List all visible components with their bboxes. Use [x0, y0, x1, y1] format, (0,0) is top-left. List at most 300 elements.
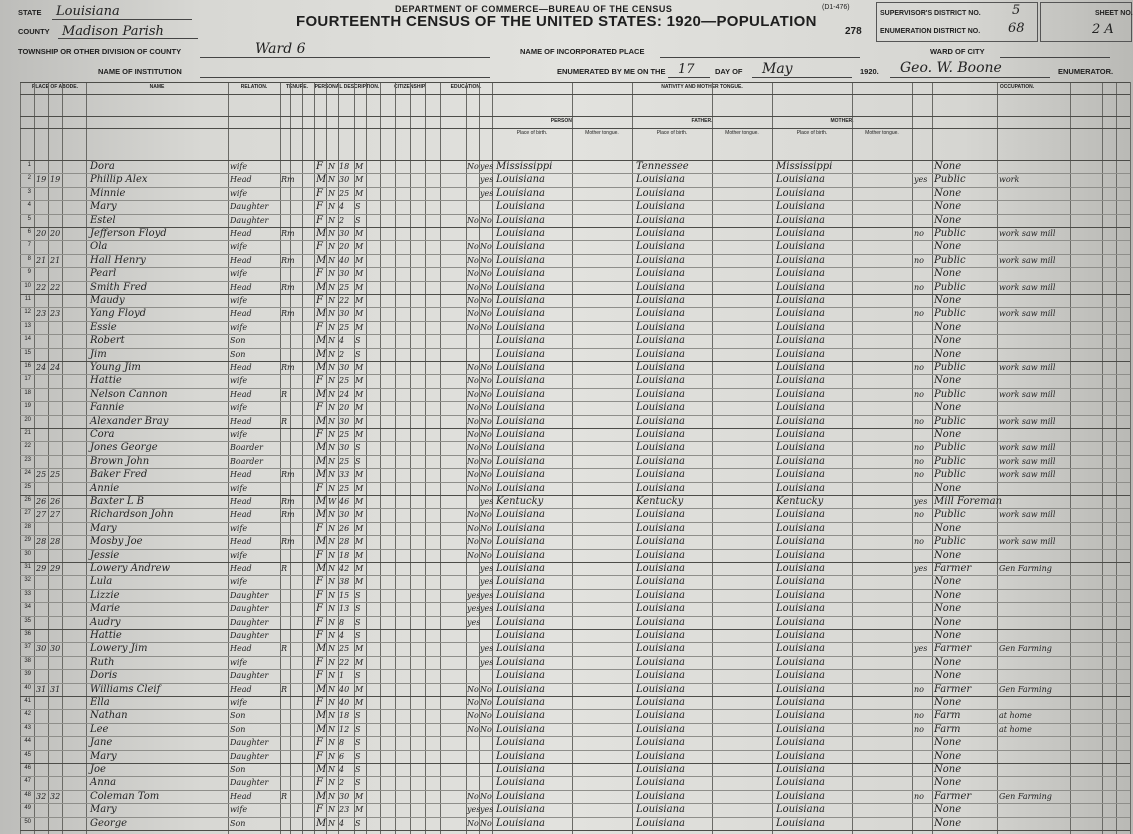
cell-eng: no — [914, 255, 924, 265]
cell-sch: No — [467, 162, 479, 171]
row-number: 14 — [24, 336, 31, 343]
cell-pob: Louisiana — [496, 442, 545, 454]
cell-name: Phillip Alex — [90, 174, 148, 186]
cell-sch: No — [467, 416, 479, 426]
cell-rd: No — [480, 403, 492, 413]
cell-rd: No — [480, 269, 492, 279]
group-citizenship: CITIZENSHIP. — [394, 84, 426, 90]
cell-age: 30 — [339, 510, 350, 520]
cell-ms: M — [355, 322, 364, 332]
cell-occ: Farmer — [934, 563, 972, 574]
cell-age: 4 — [339, 336, 345, 346]
cell-sch: No — [467, 403, 479, 413]
group-education: EDUCATION. — [450, 84, 482, 90]
cell-eng: yes — [914, 175, 928, 185]
cell-ms: M — [355, 363, 364, 372]
cell-ind: work saw mill — [999, 282, 1056, 292]
table-row — [20, 696, 1130, 709]
table-row — [20, 803, 1130, 816]
cell-pob: Louisiana — [496, 683, 545, 695]
cell-occ: None — [934, 697, 962, 708]
cell-fpob: Louisiana — [636, 683, 685, 695]
cell-fam: 22 — [50, 282, 61, 292]
table-row — [20, 173, 1130, 186]
cell-mpob: Louisiana — [776, 442, 825, 454]
row-number: 38 — [24, 657, 31, 664]
cell-rel: wife — [230, 322, 248, 332]
cell-age: 42 — [339, 564, 350, 573]
row-number: 4 — [27, 202, 31, 209]
table-row — [20, 535, 1130, 548]
cell-occ: None — [934, 549, 962, 561]
cell-sex: M — [316, 723, 327, 735]
cell-ind: work saw mill — [999, 537, 1056, 547]
table-row — [20, 334, 1130, 347]
table-row — [20, 281, 1130, 294]
table-row — [20, 642, 1130, 655]
cell-name: Baker Fred — [90, 469, 148, 481]
cell-race: N — [328, 430, 335, 439]
cell-name: Audry — [90, 616, 121, 628]
cell-ms: M — [355, 657, 364, 667]
cell-fpob: Louisiana — [636, 174, 685, 186]
cell-fpob: Louisiana — [636, 281, 685, 293]
cell-rd: yes — [480, 805, 494, 815]
cell-sex: F — [316, 697, 323, 708]
cell-fpob: Louisiana — [636, 563, 685, 574]
cell-age: 6 — [339, 751, 345, 761]
cell-occ: None — [934, 268, 962, 280]
cell-pob: Louisiana — [496, 764, 545, 775]
cell-rel: wife — [230, 805, 248, 815]
cell-sex: M — [316, 563, 327, 574]
cell-fpob: Louisiana — [636, 442, 685, 454]
cell-own: Rm — [281, 470, 295, 480]
cell-eng: yes — [914, 644, 928, 654]
cell-fam: 24 — [50, 363, 61, 372]
cell-occ: None — [934, 656, 962, 668]
cell-own: Rm — [281, 282, 295, 292]
cell-age: 30 — [339, 229, 350, 238]
cell-occ: None — [934, 817, 962, 829]
cell-mpob: Louisiana — [776, 295, 825, 306]
row-number: 36 — [24, 631, 31, 637]
department-heading: DEPARTMENT OF COMMERCE—BUREAU OF THE CENSUS — [395, 4, 673, 14]
cell-rd: No — [480, 242, 492, 252]
row-number: 24 — [24, 470, 31, 477]
cell-sex: F — [316, 268, 323, 280]
cell-race: N — [328, 322, 335, 332]
row-number: 17 — [24, 376, 31, 383]
cell-rel: Head — [230, 229, 252, 238]
cell-name: Lizzie — [90, 589, 120, 601]
cell-age: 25 — [339, 456, 350, 466]
person-place-of-birth-header: Place of birth. — [516, 130, 548, 136]
cell-race: N — [328, 684, 335, 694]
cell-pob: Louisiana — [496, 670, 545, 682]
cell-dw: 21 — [36, 255, 47, 265]
cell-sch: No — [467, 322, 479, 332]
cell-fpob: Louisiana — [636, 402, 685, 414]
cell-occ: Public — [934, 442, 966, 454]
enumerator-label: ENUMERATOR. — [1058, 67, 1114, 76]
cell-eng: no — [914, 363, 924, 372]
cell-ms: M — [355, 791, 364, 801]
cell-age: 24 — [339, 389, 350, 399]
cell-own: R — [281, 791, 288, 801]
cell-age: 22 — [339, 657, 350, 667]
cell-rel: wife — [230, 376, 248, 386]
cell-fpob: Louisiana — [636, 321, 685, 333]
table-row — [20, 187, 1130, 200]
enumeration-district-value: 68 — [1008, 21, 1025, 36]
cell-fpob: Louisiana — [636, 187, 685, 199]
cell-ind: work saw mill — [999, 255, 1056, 265]
institution-label: NAME OF INSTITUTION — [98, 67, 182, 76]
cell-occ: Public — [934, 469, 966, 481]
cell-rd: No — [480, 550, 492, 560]
row-number: 22 — [24, 443, 31, 450]
cell-own: Rm — [281, 175, 295, 185]
cell-rel: Daughter — [230, 738, 269, 748]
cell-own: Rm — [281, 363, 295, 372]
cell-ind: work saw mill — [999, 416, 1056, 426]
cell-name: Yang Floyd — [90, 308, 147, 320]
cell-fpob: Louisiana — [636, 362, 685, 373]
cell-eng: yes — [914, 564, 928, 573]
cell-race: N — [328, 309, 335, 319]
cell-occ: None — [934, 630, 962, 641]
cell-pob: Louisiana — [496, 563, 545, 574]
cell-rd: yes — [480, 644, 494, 654]
cell-rel: wife — [230, 657, 248, 667]
cell-ms: S — [355, 202, 361, 212]
cell-pob: Louisiana — [496, 214, 545, 226]
cell-race: N — [328, 698, 335, 707]
cell-ms: M — [355, 550, 364, 560]
cell-rel: Boarder — [230, 456, 263, 466]
cell-own: Rm — [281, 537, 295, 547]
cell-rd: No — [480, 724, 492, 734]
cell-fpob: Louisiana — [636, 643, 685, 655]
cell-name: Mary — [90, 804, 117, 816]
cell-race: N — [328, 296, 335, 305]
row-rule — [20, 830, 1130, 831]
cell-occ: Public — [934, 509, 966, 521]
table-row — [20, 508, 1130, 521]
cell-ms: S — [355, 215, 361, 225]
cell-own: R — [281, 389, 288, 399]
cell-eng: no — [914, 309, 924, 319]
cell-occ: None — [934, 241, 962, 253]
cell-ms: M — [355, 684, 364, 694]
cell-mpob: Louisiana — [776, 616, 825, 628]
cell-mpob: Louisiana — [776, 375, 825, 387]
row-number: 3 — [27, 188, 31, 195]
cell-pob: Louisiana — [496, 643, 545, 655]
cell-age: 40 — [339, 255, 350, 265]
row-number: 28 — [24, 523, 31, 530]
cell-race: N — [328, 617, 335, 627]
cell-rel: Daughter — [230, 631, 269, 640]
cell-race: N — [328, 818, 335, 828]
row-number: 5 — [27, 215, 31, 222]
cell-race: N — [328, 416, 335, 426]
cell-sex: M — [316, 442, 327, 454]
cell-dw: 22 — [36, 282, 47, 292]
cell-sex: F — [316, 777, 323, 789]
cell-sch: No — [467, 550, 479, 560]
table-row — [20, 656, 1130, 669]
cell-sch: yes — [467, 590, 481, 600]
cell-rel: Head — [230, 564, 252, 573]
cell-ind: work saw mill — [999, 389, 1056, 399]
cell-rd: No — [480, 215, 492, 225]
cell-age: 30 — [339, 416, 350, 426]
cell-own: Rm — [281, 497, 295, 506]
group-place-of-abode: PLACE OF ABODE. — [32, 84, 78, 90]
row-number: 27 — [24, 510, 31, 517]
cell-name: Nathan — [90, 710, 128, 722]
cell-dw: 20 — [36, 229, 47, 238]
cell-ind: work saw mill — [999, 470, 1056, 480]
cell-dw: 31 — [36, 684, 47, 694]
cell-ms: M — [355, 309, 364, 319]
cell-occ: Farm — [934, 723, 961, 735]
cell-ms: M — [355, 376, 364, 386]
cell-name: Estel — [90, 214, 116, 226]
cell-pob: Louisiana — [496, 295, 545, 306]
row-number: 10 — [24, 282, 31, 289]
row-number: 41 — [24, 698, 31, 704]
cell-rd: No — [480, 470, 492, 480]
cell-pob: Louisiana — [496, 790, 545, 802]
cell-rd: No — [480, 483, 492, 493]
cell-fpob: Louisiana — [636, 710, 685, 722]
cell-mpob: Louisiana — [776, 576, 825, 588]
cell-name: Doris — [90, 670, 118, 682]
cell-race: N — [328, 389, 335, 399]
cell-occ: None — [934, 335, 962, 347]
group-person: PERSON. — [550, 118, 574, 124]
cell-rel: wife — [230, 483, 248, 493]
cell-mpob: Louisiana — [776, 455, 825, 467]
cell-occ: Mill Foreman — [934, 496, 1003, 507]
cell-pob: Louisiana — [496, 455, 545, 467]
cell-age: 8 — [339, 617, 345, 627]
cell-mpob: Louisiana — [776, 509, 825, 521]
table-row — [20, 562, 1130, 575]
cell-name: Annie — [90, 482, 120, 494]
form-code: (D1-476) — [822, 4, 850, 11]
row-number: 9 — [27, 269, 31, 276]
group-father: FATHER. — [691, 118, 713, 124]
cell-mpob: Louisiana — [776, 697, 825, 708]
row-number: 30 — [24, 550, 31, 557]
cell-sch: No — [467, 791, 479, 801]
cell-ind: Gen Farming — [999, 564, 1052, 573]
table-row — [20, 589, 1130, 602]
cell-fpob: Louisiana — [636, 737, 685, 749]
table-row — [20, 482, 1130, 495]
cell-fpob: Louisiana — [636, 201, 685, 213]
cell-sex: M — [316, 281, 327, 293]
cell-age: 25 — [339, 644, 350, 654]
cell-pob: Louisiana — [496, 415, 545, 427]
cell-race: N — [328, 336, 335, 346]
table-row — [20, 683, 1130, 696]
cell-sch: No — [467, 389, 479, 399]
cell-pob: Louisiana — [496, 630, 545, 641]
cell-fpob: Louisiana — [636, 429, 685, 440]
cell-occ: None — [934, 764, 962, 775]
cell-ind: work saw mill — [999, 510, 1056, 520]
cell-race: N — [328, 242, 335, 252]
cell-sch: yes — [467, 604, 481, 614]
cell-pob: Louisiana — [496, 656, 545, 668]
cell-pob: Louisiana — [496, 777, 545, 789]
state-value: Louisiana — [56, 4, 120, 19]
cell-sex: M — [316, 817, 327, 829]
cell-rel: wife — [230, 162, 248, 171]
cell-occ: Public — [934, 415, 966, 427]
table-row — [20, 602, 1130, 615]
cell-mpob: Louisiana — [776, 362, 825, 373]
cell-name: Williams Cleif — [90, 683, 161, 695]
cell-ms: M — [355, 577, 364, 587]
cell-sch: yes — [467, 805, 481, 815]
cell-race: N — [328, 644, 335, 654]
cell-sch: No — [467, 711, 479, 721]
cell-occ: None — [934, 429, 962, 440]
cell-dw: 27 — [36, 510, 47, 520]
row-number: 50 — [24, 818, 31, 825]
cell-pob: Mississippi — [496, 161, 553, 172]
enumerated-by-label: ENUMERATED BY ME ON THE — [557, 67, 666, 76]
table-row — [20, 214, 1130, 227]
cell-age: 2 — [339, 349, 345, 359]
cell-occ: Public — [934, 455, 966, 467]
cell-fpob: Louisiana — [636, 817, 685, 829]
cell-sex: F — [316, 161, 323, 172]
row-number: 20 — [24, 416, 31, 423]
cell-pob: Louisiana — [496, 429, 545, 440]
cell-sch: No — [467, 282, 479, 292]
row-number: 21 — [24, 430, 31, 436]
cell-pob: Louisiana — [496, 710, 545, 722]
cell-name: Baxter L B — [90, 496, 145, 507]
cell-ms: M — [355, 470, 364, 480]
cell-rel: Head — [230, 309, 252, 319]
row-number: 34 — [24, 604, 31, 611]
cell-mpob: Louisiana — [776, 804, 825, 816]
cell-name: Brown John — [90, 455, 150, 467]
cell-occ: Public — [934, 228, 966, 239]
table-row — [20, 455, 1130, 468]
cell-rel: Son — [230, 349, 246, 359]
cell-dw: 19 — [36, 175, 47, 185]
cell-name: Essie — [90, 321, 117, 333]
group-personal: PERSONAL DESCRIPTION. — [314, 84, 380, 90]
cell-race: N — [328, 202, 335, 212]
cell-own: R — [281, 416, 288, 426]
cell-age: 25 — [339, 188, 350, 198]
cell-sex: M — [316, 415, 327, 427]
cell-rel: wife — [230, 430, 248, 439]
cell-occ: None — [934, 161, 962, 172]
header-rule — [20, 82, 1130, 83]
cell-sex: M — [316, 683, 327, 695]
row-number: 43 — [24, 724, 31, 731]
cell-ms: S — [355, 590, 361, 600]
cell-age: 18 — [339, 711, 350, 721]
cell-fpob: Louisiana — [636, 549, 685, 561]
enumeration-month: May — [762, 61, 793, 77]
table-row — [20, 294, 1130, 307]
cell-rel: Son — [230, 818, 246, 828]
cell-occ: None — [934, 214, 962, 226]
cell-eng: no — [914, 416, 924, 426]
cell-ind: work saw mill — [999, 443, 1056, 453]
cell-name: Pearl — [90, 268, 117, 280]
cell-name: Jessie — [90, 549, 120, 561]
cell-race: N — [328, 590, 335, 600]
table-row — [20, 709, 1130, 722]
cell-ind: work saw mill — [999, 363, 1056, 372]
cell-race: N — [328, 403, 335, 413]
cell-ind: work saw mill — [999, 309, 1056, 319]
cell-sex: M — [316, 496, 327, 507]
cell-fpob: Louisiana — [636, 656, 685, 668]
cell-mpob: Louisiana — [776, 241, 825, 253]
table-row — [20, 200, 1130, 213]
cell-ms: M — [355, 564, 364, 573]
form-number: 278 — [845, 26, 862, 37]
cell-fam: 20 — [50, 229, 61, 238]
cell-ms: M — [355, 430, 364, 439]
cell-rd: No — [480, 818, 492, 828]
cell-rel: Daughter — [230, 202, 269, 212]
cell-pob: Louisiana — [496, 469, 545, 481]
enumerator-name: Geo. W. Boone — [900, 60, 1002, 76]
cell-eng: no — [914, 282, 924, 292]
cell-age: 46 — [339, 497, 350, 506]
township-value: Ward 6 — [255, 41, 306, 57]
cell-ms: M — [355, 188, 364, 198]
cell-race: N — [328, 523, 335, 533]
cell-fpob: Louisiana — [636, 603, 685, 615]
cell-fpob: Louisiana — [636, 348, 685, 360]
row-number: 29 — [24, 537, 31, 544]
cell-eng: no — [914, 456, 924, 466]
row-number: 18 — [24, 389, 31, 396]
cell-pob: Louisiana — [496, 536, 545, 548]
group-relation: RELATION. — [240, 84, 268, 90]
father-mother-tongue-header: Mother tongue. — [725, 130, 759, 136]
cell-rd: No — [480, 363, 492, 372]
cell-age: 38 — [339, 577, 350, 587]
cell-sex: M — [316, 362, 327, 373]
cell-rd: No — [480, 430, 492, 439]
cell-pob: Louisiana — [496, 308, 545, 320]
table-row — [20, 388, 1130, 401]
table-row — [20, 468, 1130, 481]
cell-pob: Louisiana — [496, 281, 545, 293]
cell-rel: Boarder — [230, 443, 263, 453]
cell-sex: M — [316, 388, 327, 400]
table-row — [20, 254, 1130, 267]
cell-ms: M — [355, 416, 364, 426]
